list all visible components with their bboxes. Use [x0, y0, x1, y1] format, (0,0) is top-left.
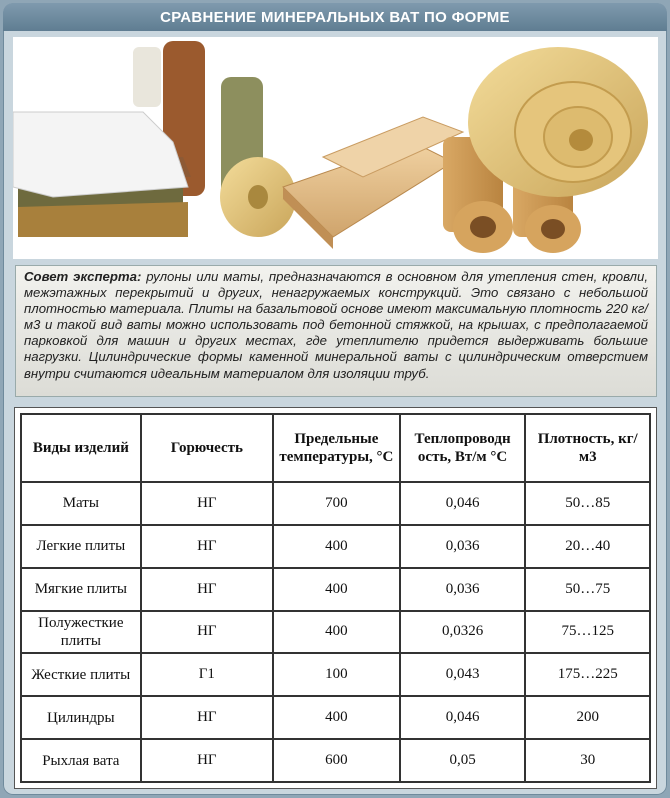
table-cell: НГ [141, 482, 273, 525]
table-row [21, 739, 650, 782]
table-cell: 50…85 [525, 482, 650, 525]
white-slab-shape [13, 112, 188, 197]
table-cell: Жесткие плиты [21, 653, 141, 696]
table-cell: 0,0326 [400, 611, 526, 654]
table-cell: НГ [141, 696, 273, 739]
table-cell: Мягкие плиты [21, 568, 141, 611]
table-cell: Полужесткие плиты [21, 611, 141, 654]
table-row [21, 611, 650, 654]
table-cell: 700 [273, 482, 400, 525]
table-cell: Г1 [141, 653, 273, 696]
page-title: СРАВНЕНИЕ МИНЕРАЛЬНЫХ ВАТ ПО ФОРМЕ [3, 3, 667, 31]
white-cylinder-shape [133, 47, 161, 107]
table-cell: 400 [273, 525, 400, 568]
table-cell: Цилиндры [21, 696, 141, 739]
comparison-table-container [14, 407, 657, 789]
table-row [21, 568, 650, 611]
table-cell: НГ [141, 611, 273, 654]
table-row [21, 653, 650, 696]
column-header: Теплопроводн ость, Вт/м °С [400, 414, 526, 482]
table-row [21, 482, 650, 525]
advice-text: рулоны или маты, предназначаются в основном для утепления стен, кровли, межэтажных перекрытий и других, ненагружаемых конструкций. Это связано с небольшой плотностью материала. Плиты на базальтовой основе имеют максимальную плотность 220 кг/м3 и такой вид ваты можно использовать под бетонной стяжкой, на крышах, с предполагаемой парковкой для машин и других местах, где утеплителю придется выдерживать большие нагрузки. Цилиндрические формы каменной минеральной ваты с цилиндрическим отверстием внутри считаются идеальным материалом для изоляции труб. [24, 269, 648, 381]
table-row [21, 525, 650, 568]
table-cell: НГ [141, 525, 273, 568]
table-cell: 50…75 [525, 568, 650, 611]
table-cell: Рыхлая вата [21, 739, 141, 782]
yellow-slab-shape [18, 202, 188, 237]
table-cell: 0,036 [400, 525, 526, 568]
column-header: Предельные температуры, °С [273, 414, 400, 482]
table-cell: 0,046 [400, 482, 526, 525]
table-cell: 0,046 [400, 696, 526, 739]
table-cell: 0,043 [400, 653, 526, 696]
infographic-frame [3, 3, 667, 795]
table-cell: 600 [273, 739, 400, 782]
table-cell: 400 [273, 568, 400, 611]
comparison-table [20, 413, 651, 783]
table-cell: 400 [273, 611, 400, 654]
advice-label: Совет эксперта: [24, 269, 142, 284]
table-cell: Маты [21, 482, 141, 525]
table-cell: 0,036 [400, 568, 526, 611]
column-header: Виды изделий [21, 414, 141, 482]
table-cell: 200 [525, 696, 650, 739]
column-header: Горючесть [141, 414, 273, 482]
table-cell: НГ [141, 739, 273, 782]
table-cell: 100 [273, 653, 400, 696]
table-cell: НГ [141, 568, 273, 611]
table-cell: 0,05 [400, 739, 526, 782]
table-cell: 175…225 [525, 653, 650, 696]
product-photo [13, 37, 658, 259]
table-header-row [21, 414, 650, 482]
table-cell: 30 [525, 739, 650, 782]
mineral-wool-illustration [13, 37, 658, 259]
table-cell: 20…40 [525, 525, 650, 568]
table-cell: 400 [273, 696, 400, 739]
table-cell: 75…125 [525, 611, 650, 654]
table-cell: Легкие плиты [21, 525, 141, 568]
expert-advice-box [15, 265, 657, 397]
table-row [21, 696, 650, 739]
column-header: Плотность, кг/м3 [525, 414, 650, 482]
